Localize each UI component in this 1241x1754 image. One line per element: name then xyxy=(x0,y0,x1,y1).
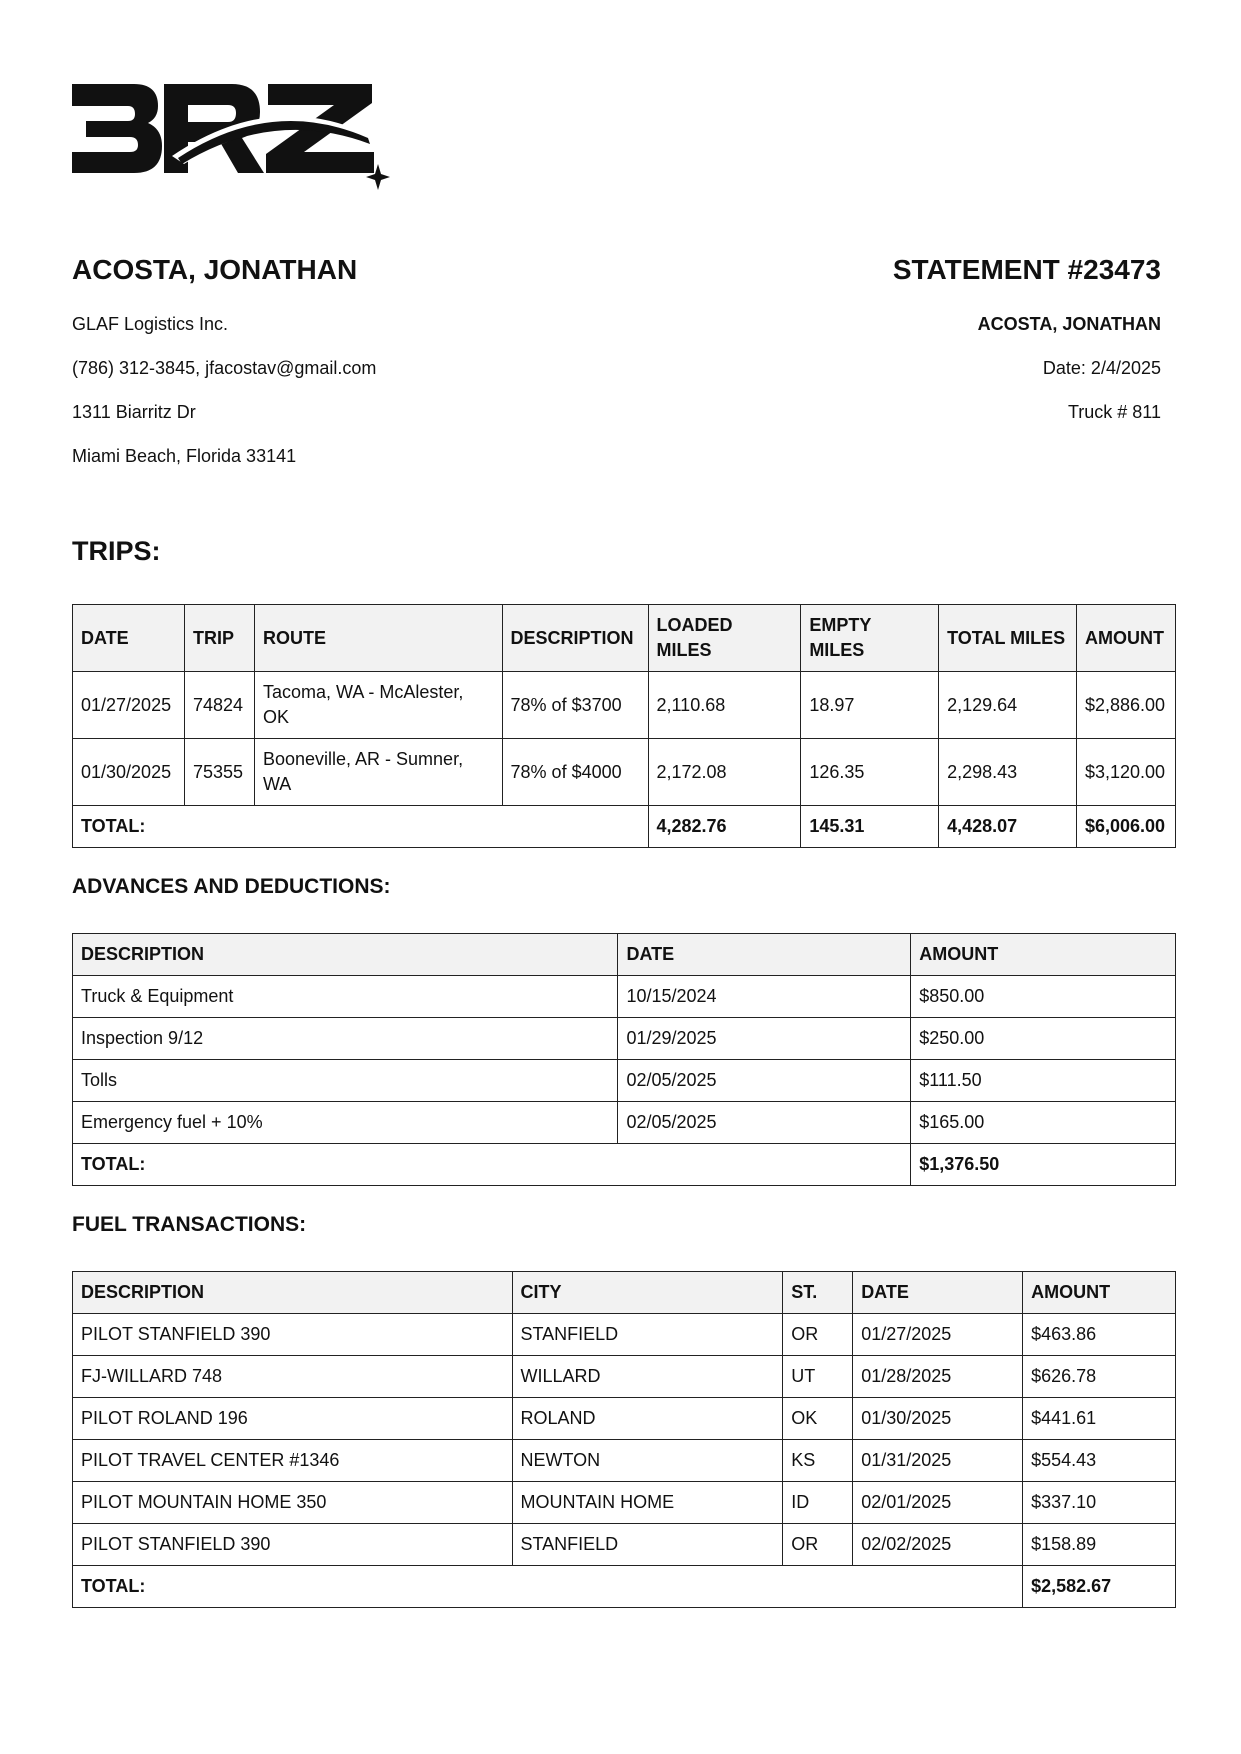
cell: Tacoma, WA - McAlester, OK xyxy=(254,672,502,739)
cell: $441.61 xyxy=(1023,1398,1176,1440)
trips-title: TRIPS: xyxy=(72,536,161,566)
cell: Booneville, AR - Sumner, WA xyxy=(254,739,502,806)
cell: ROLAND xyxy=(512,1398,783,1440)
cell: 78% of $4000 xyxy=(502,739,648,806)
table-header-row xyxy=(73,1272,1176,1314)
cell: $111.50 xyxy=(911,1060,1176,1102)
company-name: GLAF Logistics Inc. xyxy=(72,314,229,334)
col-header: ST. xyxy=(783,1272,853,1314)
cell: 01/30/2025 xyxy=(853,1398,1023,1440)
col-header: DESCRIPTION xyxy=(73,1272,513,1314)
cell: PILOT MOUNTAIN HOME 350 xyxy=(73,1482,513,1524)
address-line2: Miami Beach, Florida 33141 xyxy=(72,446,297,466)
brz-logo xyxy=(72,78,392,198)
cell: PILOT STANFIELD 390 xyxy=(73,1314,513,1356)
table-row xyxy=(73,976,1176,1018)
cell: 2,110.68 xyxy=(648,672,801,739)
cell: 02/05/2025 xyxy=(618,1102,911,1144)
cell: 18.97 xyxy=(801,672,939,739)
statement-name: ACOSTA, JONATHAN xyxy=(977,314,1161,334)
statement-info xyxy=(978,314,1161,446)
col-header: DATE xyxy=(73,605,185,672)
fuel-title: FUEL TRANSACTIONS: xyxy=(72,1213,307,1236)
total-amount: $2,582.67 xyxy=(1023,1566,1176,1608)
total-row xyxy=(73,1566,1176,1608)
cell: OR xyxy=(783,1524,853,1566)
cell: NEWTON xyxy=(512,1440,783,1482)
cell: 01/30/2025 xyxy=(73,739,185,806)
table-row xyxy=(73,672,1176,739)
total-row xyxy=(73,1144,1176,1186)
col-header: AMOUNT xyxy=(1023,1272,1176,1314)
cell: 02/05/2025 xyxy=(618,1060,911,1102)
col-header: DATE xyxy=(853,1272,1023,1314)
cell: $626.78 xyxy=(1023,1356,1176,1398)
cell: STANFIELD xyxy=(512,1314,783,1356)
total-amount: $6,006.00 xyxy=(1076,806,1175,848)
table-row xyxy=(73,1482,1176,1524)
total-loaded: 4,282.76 xyxy=(648,806,801,848)
advances-title: ADVANCES AND DEDUCTIONS: xyxy=(72,875,391,898)
table-row xyxy=(73,1440,1176,1482)
cell: $850.00 xyxy=(911,976,1176,1018)
truck-number: Truck # 811 xyxy=(1067,402,1161,422)
col-header: AMOUNT xyxy=(911,934,1176,976)
col-header: DESCRIPTION xyxy=(502,605,648,672)
cell: 126.35 xyxy=(801,739,939,806)
cell: $337.10 xyxy=(1023,1482,1176,1524)
cell: PILOT ROLAND 196 xyxy=(73,1398,513,1440)
cell: Tolls xyxy=(73,1060,618,1102)
table-row xyxy=(73,1060,1176,1102)
fuel-table xyxy=(72,1271,1176,1608)
col-header: ROUTE xyxy=(254,605,502,672)
col-header: LOADED MILES xyxy=(648,605,801,672)
driver-info xyxy=(72,314,376,490)
cell: 10/15/2024 xyxy=(618,976,911,1018)
col-header: AMOUNT xyxy=(1076,605,1175,672)
cell: $554.43 xyxy=(1023,1440,1176,1482)
cell: 75355 xyxy=(184,739,254,806)
total-label: TOTAL: xyxy=(73,1566,1023,1608)
contact-info: (786) 312-3845, jfacostav@gmail.com xyxy=(72,358,377,378)
cell: 01/31/2025 xyxy=(853,1440,1023,1482)
cell: KS xyxy=(783,1440,853,1482)
table-header-row xyxy=(73,605,1176,672)
cell: 74824 xyxy=(184,672,254,739)
cell: WILLARD xyxy=(512,1356,783,1398)
cell: $165.00 xyxy=(911,1102,1176,1144)
total-amount: $1,376.50 xyxy=(911,1144,1176,1186)
cell: $158.89 xyxy=(1023,1524,1176,1566)
cell: ID xyxy=(783,1482,853,1524)
total-label: TOTAL: xyxy=(73,806,649,848)
driver-name: ACOSTA, JONATHAN xyxy=(72,254,358,285)
col-header: TOTAL MILES xyxy=(939,605,1077,672)
total-miles: 4,428.07 xyxy=(939,806,1077,848)
cell: Emergency fuel + 10% xyxy=(73,1102,618,1144)
cell: 02/02/2025 xyxy=(853,1524,1023,1566)
cell: $3,120.00 xyxy=(1076,739,1175,806)
total-row xyxy=(73,806,1176,848)
statement-title: STATEMENT #23473 xyxy=(892,254,1161,285)
total-empty: 145.31 xyxy=(801,806,939,848)
table-row xyxy=(73,739,1176,806)
table-row xyxy=(73,1356,1176,1398)
cell: 01/27/2025 xyxy=(73,672,185,739)
table-row xyxy=(73,1398,1176,1440)
address-line1: 1311 Biarritz Dr xyxy=(72,402,196,422)
cell: $463.86 xyxy=(1023,1314,1176,1356)
cell: 2,298.43 xyxy=(939,739,1077,806)
col-header: TRIP xyxy=(184,605,254,672)
cell: Truck & Equipment xyxy=(73,976,618,1018)
cell: 01/27/2025 xyxy=(853,1314,1023,1356)
cell: MOUNTAIN HOME xyxy=(512,1482,783,1524)
statement-date: Date: 2/4/2025 xyxy=(1042,358,1161,378)
cell: OK xyxy=(783,1398,853,1440)
cell: 2,129.64 xyxy=(939,672,1077,739)
col-header: CITY xyxy=(512,1272,783,1314)
advances-table xyxy=(72,933,1176,1186)
cell: 2,172.08 xyxy=(648,739,801,806)
col-header: EMPTY MILES xyxy=(801,605,939,672)
cell: PILOT TRAVEL CENTER #1346 xyxy=(73,1440,513,1482)
total-label: TOTAL: xyxy=(73,1144,911,1186)
cell: OR xyxy=(783,1314,853,1356)
table-row xyxy=(73,1524,1176,1566)
col-header: DATE xyxy=(618,934,911,976)
cell: $250.00 xyxy=(911,1018,1176,1060)
cell: 02/01/2025 xyxy=(853,1482,1023,1524)
cell: $2,886.00 xyxy=(1076,672,1175,739)
cell: 01/29/2025 xyxy=(618,1018,911,1060)
cell: PILOT STANFIELD 390 xyxy=(73,1524,513,1566)
cell: 78% of $3700 xyxy=(502,672,648,739)
table-header-row xyxy=(73,934,1176,976)
table-row xyxy=(73,1018,1176,1060)
table-row xyxy=(73,1102,1176,1144)
cell: FJ-WILLARD 748 xyxy=(73,1356,513,1398)
cell: STANFIELD xyxy=(512,1524,783,1566)
cell: UT xyxy=(783,1356,853,1398)
cell: Inspection 9/12 xyxy=(73,1018,618,1060)
cell: 01/28/2025 xyxy=(853,1356,1023,1398)
trips-table xyxy=(72,604,1176,848)
table-row xyxy=(73,1314,1176,1356)
col-header: DESCRIPTION xyxy=(73,934,618,976)
